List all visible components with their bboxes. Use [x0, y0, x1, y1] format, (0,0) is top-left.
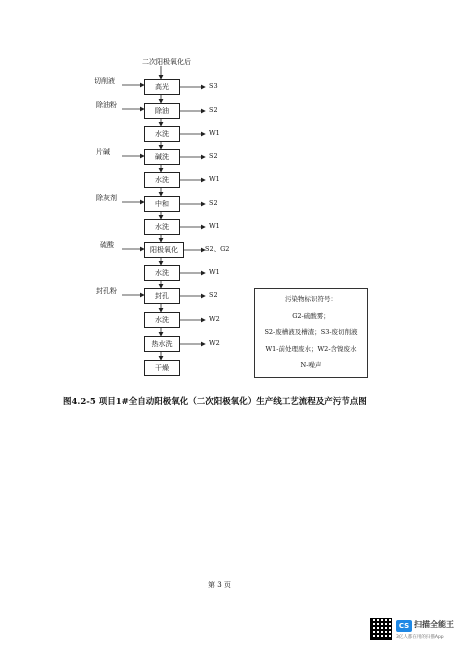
legend-title: 污染物标识符号： [285, 295, 337, 303]
scanner-logo-icon: CS [396, 620, 412, 632]
output-label-12: W2 [209, 339, 220, 347]
legend-line-1: G2-硫酸雾； [292, 312, 330, 320]
page-number: 第 3 页 [208, 581, 231, 589]
process-step-8: 阳极氧化 [144, 242, 184, 258]
output-label-3: W1 [209, 129, 220, 137]
input-label-6: 封孔粉 [96, 287, 117, 295]
legend-line-3: W1-前处理废水；W2-含镍废水 [265, 345, 357, 353]
output-label-6: S2 [209, 199, 218, 207]
input-label-1: 切削液 [94, 77, 115, 85]
legend-line-2: S2-废槽液及槽渣；S3-废切削液 [264, 328, 358, 336]
output-label-4: S2 [209, 152, 218, 160]
output-label-1: S3 [209, 82, 218, 90]
process-step-1: 高光 [144, 79, 180, 95]
top-input-label: 二次阳极氧化后 [142, 58, 191, 66]
output-label-11: W2 [209, 315, 220, 323]
input-label-5: 硫酸 [100, 241, 114, 249]
process-step-10: 封孔 [144, 288, 180, 304]
input-label-2: 除油粉 [96, 101, 117, 109]
pollutant-legend [254, 288, 368, 378]
process-step-11: 水洗 [144, 312, 180, 328]
output-label-8: S2、G2 [205, 245, 230, 253]
output-label-7: W1 [209, 222, 220, 230]
input-label-3: 片碱 [96, 148, 110, 156]
process-step-2: 除油 [144, 103, 180, 119]
scanner-app-name: 扫描全能王 [414, 620, 454, 629]
process-step-9: 水洗 [144, 265, 180, 281]
scanner-app-tagline: 3亿人都在用的扫描App [396, 635, 444, 640]
qr-code-icon [370, 618, 392, 640]
output-label-5: W1 [209, 175, 220, 183]
process-step-5: 水洗 [144, 172, 180, 188]
output-label-10: S2 [209, 291, 218, 299]
output-label-2: S2 [209, 106, 218, 114]
output-label-9: W1 [209, 268, 220, 276]
process-step-6: 中和 [144, 196, 180, 212]
process-step-7: 水洗 [144, 219, 180, 235]
process-step-13: 干燥 [144, 360, 180, 376]
process-step-12: 热水洗 [144, 336, 180, 352]
figure-caption: 图4.2-5 项目1#全自动阳极氧化（二次阳极氧化）生产线工艺流程及产污节点图 [63, 397, 367, 407]
input-label-4: 除灰剂 [96, 194, 117, 202]
process-step-3: 水洗 [144, 126, 180, 142]
legend-line-4: N-噪声 [300, 361, 322, 369]
process-step-4: 碱洗 [144, 149, 180, 165]
